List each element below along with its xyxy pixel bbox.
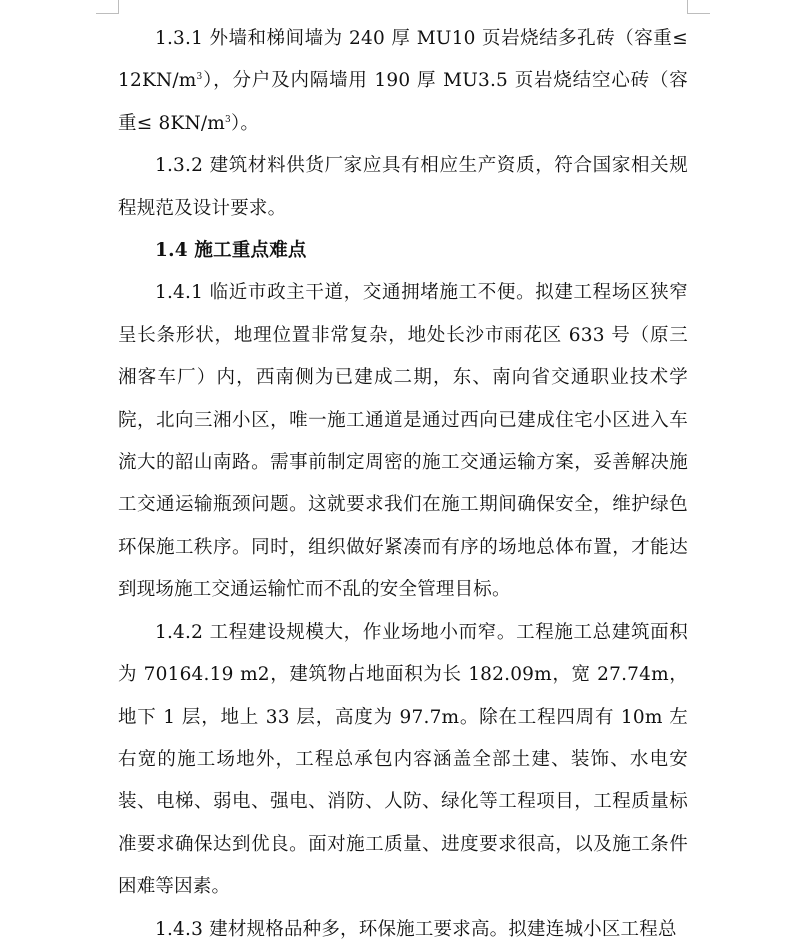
paragraph-1-4-3: 1.4.3 建材规格品种多，环保施工要求高。拟建连城小区工程总 xyxy=(155,918,677,940)
paragraph-1-4-1: 1.4.1 临近市政主干道，交通拥堵施工不便。拟建工程场区狭窄呈长条形状，地理位置非常复杂，地处长沙市雨花区 633 号（原三湘客车厂）内，西南侧为已建成二期，东、南向省交通职业技术学院，北向三湘小区，唯一施工通道是通过西向已建成住宅小区进入车流大的韶山南路。需事前制定周密的施工交通运输方案，妥善解决施工交通运输瓶颈问题。这就要求我们在施工期间确保安全，维护绿色环保施工秩序。同时，组织做好紧凑而有序的场地总体布置，才能达到现场施工交通运输忙而不乱的安全管理目标。 xyxy=(118,282,688,601)
paragraph-1-3-1 xyxy=(118,18,688,145)
paragraph-text: ），分户及内隔墙用 190 厚 MU3.5 页岩烧结空心砖（容重≤ 8KN/m xyxy=(118,70,688,134)
paragraph-1-3-2: 1.3.2 建筑材料供货厂家应具有相应生产资质，符合国家相关规程规范及设计要求。 xyxy=(118,155,688,219)
superscript: 3 xyxy=(196,72,203,83)
paragraph-1-4-2: 1.4.2 工程建设规模大，作业场地小而窄。工程施工总建筑面积为 70164.19 m2，建筑物占地面积为长 182.09m，宽 27.74m，地下 1 层，地上 33 层，高度为 97.7m。除在工程四周有 10m 左右宽的施工场地外，工程总承包内容涵盖全部土建、装饰、水电安装、电梯、弱电、强电、消防、人防、绿化等工程项目，工程质量标准要求确保达到优良。面对施工质量、进度要求很高，以及施工条件困难等因素。 xyxy=(118,621,688,898)
section-heading-1-4: 1.4 施工重点难点 xyxy=(155,240,307,262)
paragraph-text: ）。 xyxy=(230,112,260,134)
page-margin-mark-left xyxy=(118,0,119,14)
page-margin-mark-right xyxy=(687,0,688,14)
superscript: 3 xyxy=(225,114,231,125)
document-body xyxy=(118,18,688,951)
paragraph-text: 1.3.1 外墙和梯间墙为 240 厚 MU10 页岩烧结多孔砖（容重≤ 12KN/m xyxy=(118,28,688,92)
page-margin-mark-left xyxy=(96,13,119,14)
page-margin-mark-right xyxy=(687,13,710,14)
